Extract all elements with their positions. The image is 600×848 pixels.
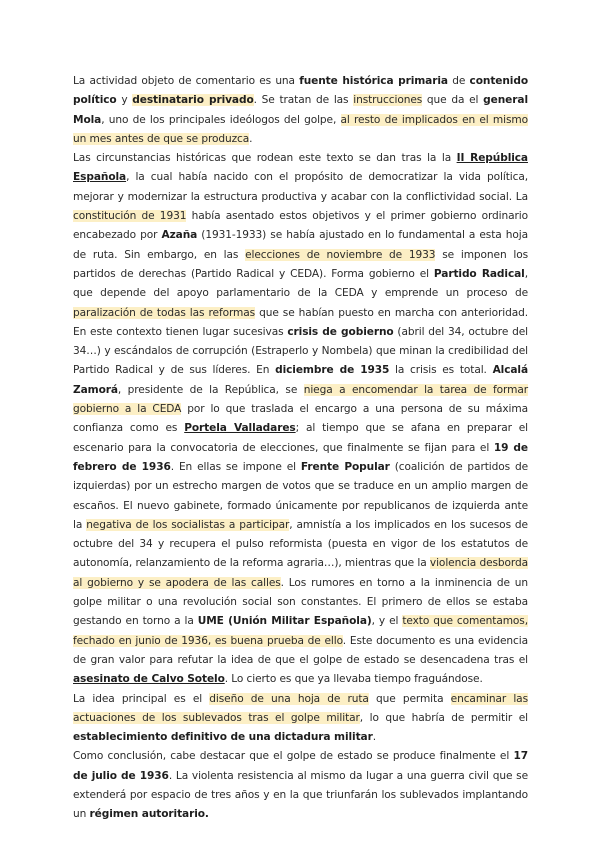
highlight: violencia desborda al gobierno y se apodera de las calles	[73, 557, 528, 589]
paragraph-introduction: La actividad objeto de comentario es una fuente histórica primaria de contenido político y destinatario privado. Se tratan de las instrucciones que da el general Mola, uno de los principales ideólogos del golpe, al resto de implicados en el mismo un mes antes de que se produzca.	[73, 75, 528, 145]
highlight: encaminar las actuaciones de los sublevados tras el golpe militar	[73, 692, 528, 724]
highlight: negativa de los socialistas a participar	[86, 518, 290, 531]
highlight: diseño de una hoja de ruta	[209, 692, 369, 705]
document-body	[73, 72, 528, 825]
highlight: destinatario privado	[132, 94, 254, 107]
highlight: paralización de todas las reformas	[73, 306, 256, 319]
highlight: instrucciones	[353, 94, 423, 107]
paragraph-conclusion: Como conclusión, cabe destacar que el golpe de estado se produce finalmente el 17 de julio de 1936. La violenta resistencia al mismo da lugar a una guerra civil que se extenderá por espacio de tres años y en la que triunfarán los sublevados implantando un régimen autoritario.	[73, 750, 529, 821]
paragraph-main-idea: La idea principal es el diseño de una hoja de ruta que permita encaminar las actuaciones de los sublevados tras el golpe militar, lo que habría de permitir el establecimiento definitivo de una dictadura militar.	[73, 692, 529, 744]
highlight: constitución de 1931	[73, 210, 187, 223]
highlight: al resto de implicados en el mismo un mes antes de que se produzca	[73, 113, 528, 145]
highlight: niega a encomendar la tarea de formar gobierno a la CEDA	[73, 383, 528, 416]
highlight: texto que comentamos, fechado en junio de 1936, es buena prueba de ello	[73, 615, 528, 647]
paragraph-context: Las circunstancias históricas que rodean este texto se dan tras la la II República Española, la cual había nacido con el propósito de democratizar la vida política, mejorar y modernizar la estructura productiva y acabar con la conflictividad social. La constitución de 1931 había asentado estos objetivos y el primer gobierno ordinario encabezado por Azaña (1931-1933) se había ajustado en lo fundamental a esta hoja de ruta. Sin embargo, en las elecciones de noviembre de 1933 se imponen los partidos de derechas (Partido Radical y CEDA). Forma gobierno el Partido Radical, que depende del apoyo parlamentario de la CEDA y emprende un proceso de paralización de todas las reformas que se habían puesto en marcha con anterioridad. En este contexto tienen lugar sucesivas crisis de gobierno (abril del 34, octubre del 34…) y escándalos de corrupción (Estraperlo y Nombela) que minan la credibilidad del Partido Radical y de sus líderes. En diciembre de 1935 la crisis es total. Alcalá Zamorá, presidente de la República, se niega a encomendar la tarea de formar gobierno a la CEDA por lo que traslada el encargo a una persona de su máxima confianza como es Portela Valladares; al tiempo que se afana en preparar el escenario para la convocatoria de elecciones, que finalmente se fijan para el 19 de febrero de 1936. En ellas se impone el Frente Popular (coalición de partidos de izquierdas) por un estrecho margen de votos que se traduce en un amplio margen de escaños. El nuevo gabinete, formado únicamente por republicanos de izquierda ante la negativa de los socialistas a participar, amnistía a los implicados en los sucesos de octubre del 34 y recupera el pulso reformista (puesta en vigor de los estatutos de autonomía, relanzamiento de la reforma agraria…), mientras que la violencia desborda al gobierno y se apodera de las calles. Los rumores en torno a la inminencia de un golpe militar o una revolución social son constantes. El primero de ellos se estaba gestando en torno a la UME (Unión Militar Española), y el texto que comentamos, fechado en junio de 1936, es buena prueba de ello. Este documento es una evidencia de gran valor para refutar la idea de que el golpe de estado se desencadena tras el asesinato de Calvo Sotelo. Lo cierto es que ya llevaba tiempo fraguándose.	[73, 152, 529, 686]
highlight: elecciones de noviembre de 1933	[245, 248, 436, 261]
